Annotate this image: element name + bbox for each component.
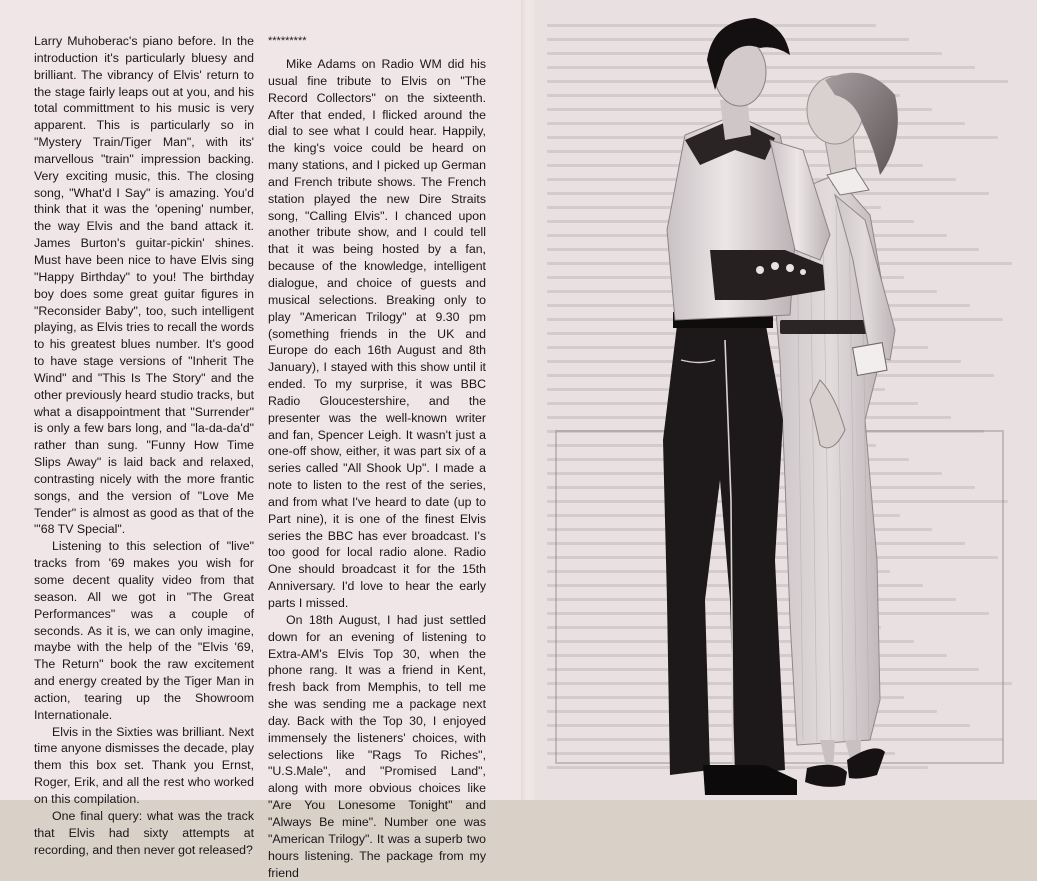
man-trousers — [663, 320, 785, 775]
text-column-right — [268, 35, 486, 880]
text-column-left — [34, 33, 254, 857]
text-column-right-body — [268, 56, 486, 881]
section-divider-stars: ********* — [268, 35, 307, 47]
paragraph: On 18th August, I had just settled down for an evening of listening to Extra-AM's Elvis Top 30, when the phone rang. It was a friend in Kent, fresh back from Memphis, to tell me she was sending me a package next day. Back with the Top 30, I enjoyed immensely the listeners' choices, with selections like "Rags To Riches", "U.S.Male", and "Promised Land", along with more obvious choices like "Are You Lonesome Tonight" and "Always Be mine". Number one was "American Trilogy". It was a superb two hours listening. The package from my friend — [268, 612, 486, 880]
right-page — [535, 0, 1037, 800]
paragraph: Elvis in the Sixties was brilliant. Next time anyone dismisses the decade, play them this box set. Thank you Ernst, Roger, Erik, and all the rest who worked on this compilation. — [34, 724, 254, 806]
couple-photo — [535, 0, 1037, 800]
book-gutter — [521, 0, 535, 800]
paragraph: Mike Adams on Radio WM did his usual fine tribute to Elvis on "The Record Collectors" on the sixteenth. After that ended, I flicked around the dial to see what I could hear. Happily, the king's voice could be heard on many stations, and I picked up German and French tribute shows. The French station played the new Dire Straits song, "Calling Elvis". I chanced upon another tribute show, and I could tell that it was being hosted by a fan, because of the knowledge, intelligent dialogue, and choice of guests and musical selections. Breaking only to play "American Trilogy" at 9.30 pm (something friends in the UK and Europe do each 16th August and 8th January), I stayed with this show until it ended. To my surprise, it was BBC Radio Gloucestershire, and the presenter was the well-known writer and fan, Spencer Leigh. It wasn't just a one-off show, either, it was part six of a series called "All Shook Up". I made a note to listen to the rest of the series, and from what I've heard to date (up to Part nine), it is one of the finest Elvis series the BBC has ever broadcast. I's too good for local radio alone. Radio One should broadcast it for the 15th Anniversary. I'd love to hear the early parts I missed. — [268, 57, 486, 610]
paragraph: Listening to this selection of "live" tracks from '69 makes you wish for some decent quality video from that season. All we got in "The Great Performances" was a couple of seconds. As it is, we can only imagine, maybe with the help of the "Elvis '69, The Return" book the raw excitement and energy created by the Tiger Man in action, tearing up the Showroom Internationale. — [34, 539, 254, 722]
paragraph: Larry Muhoberac's piano before. In the introduction it's particularly bluesy and brilliant. The vibrancy of Elvis' return to the stage fairly leaps out at you, and his total committment to his music is very apparent. This is particularly so in "Mystery Train/Tiger Man", with its' marvellous "train" impression backing. Very exciting music, this. The closing song, "What'd I Say" is amazing. You'd think that it was the 'opening' number, the way Elvis and the band attack it. James Burton's guitar-pickin' shines. Must have been nice to have Elvis sing "Happy Birthday" to you! The birthday boy does some great guitar figures in "Reconsider Baby", too, such intelligent playing, as Elvis tries to recall the words to his greatest blues number. It's good to have stage versions of "Inherit The Wind" and "This Is The Story" and the other previously heard studio tracks, but what a disappointment that "Surrender" is only a few bars long, and "la-da-da'd" rather than sung. "Funny How Time Slips Away" is laid back and relaxed, contrasting nicely with the more frantic songs, and the version of "Love Me Tender" is almost as good as that of the "'68 TV Special". — [34, 34, 254, 537]
paragraph: One final query: what was the track that Elvis had sixty attempts at recording, and then never got released? — [34, 808, 254, 857]
